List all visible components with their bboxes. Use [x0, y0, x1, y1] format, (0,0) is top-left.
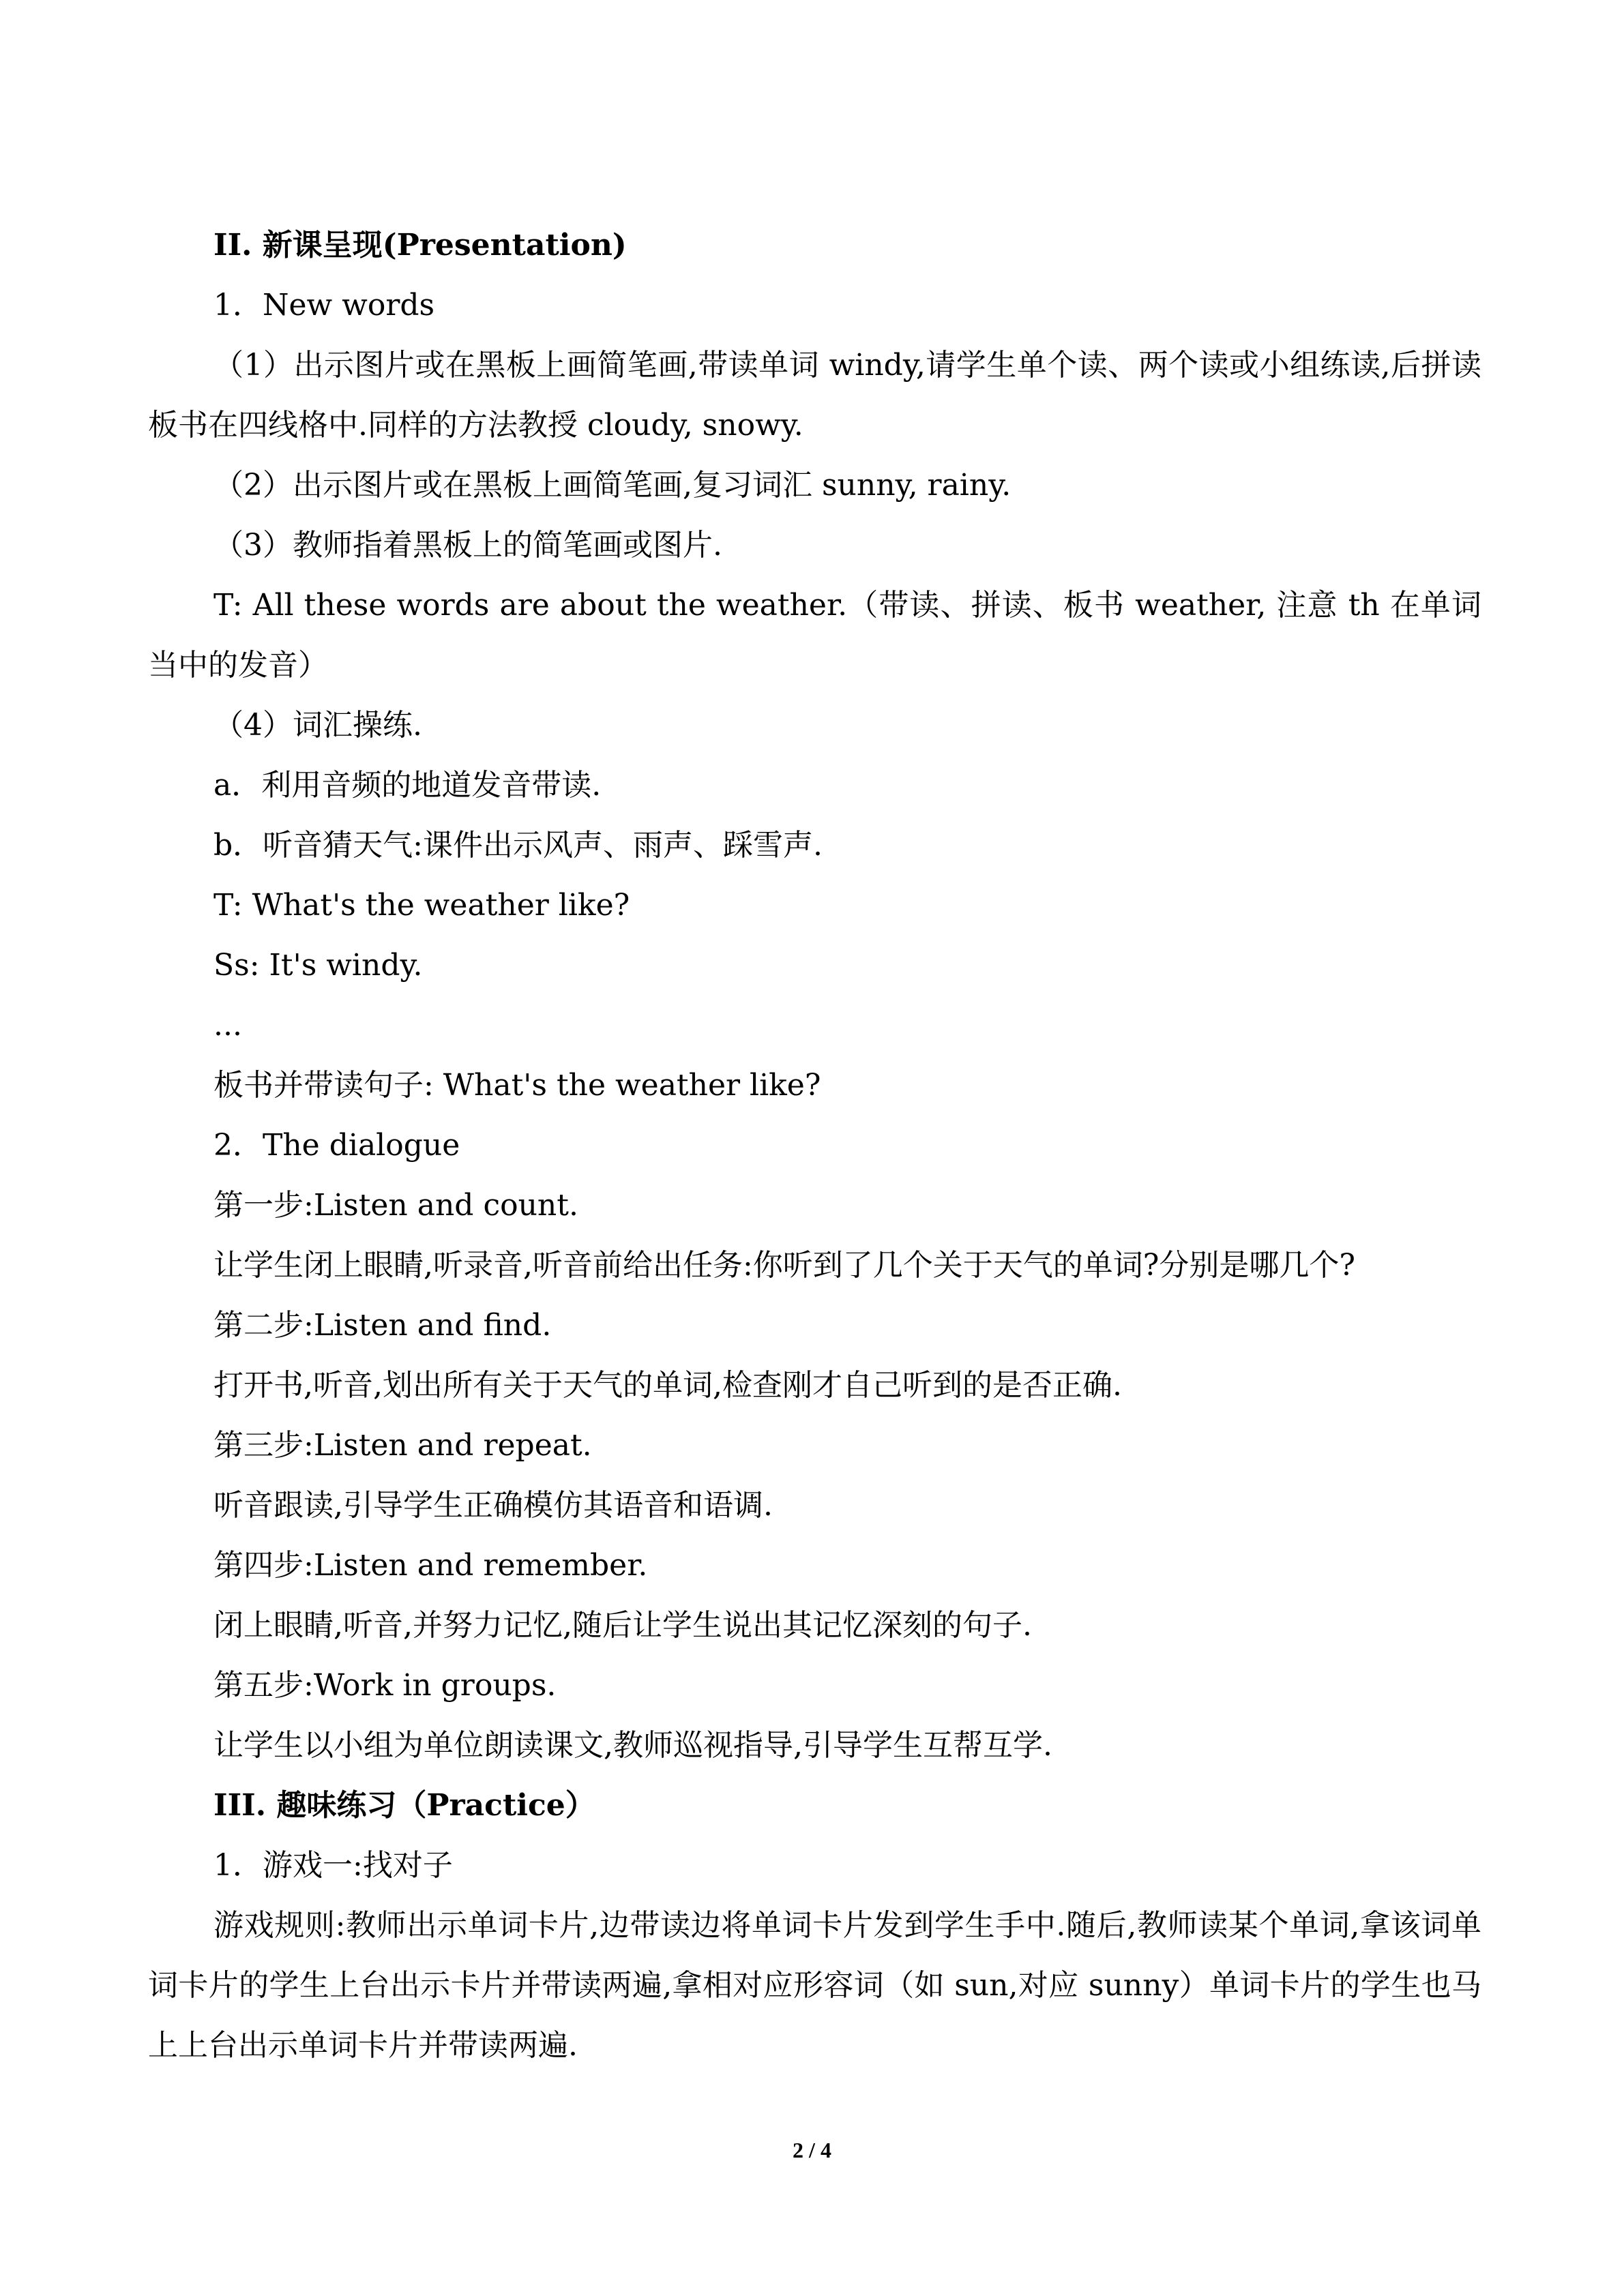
paragraph-step-2: （2）出示图片或在黑板上画简笔画,复习词汇 sunny, rainy.: [213, 468, 1012, 503]
board-sentence-line: 板书并带读句子: What's the weather like?: [213, 1068, 821, 1103]
paragraph-step-3: （3）教师指着黑板上的简笔画或图片.: [213, 528, 722, 563]
list-item-a: a．利用音频的地道发音带读.: [213, 768, 602, 803]
paragraph-step-1: （1）出示图片或在黑板上画简笔画,带读单词 windy,请学生单个读、两个读或小组练读,后拼读板书在四线格中.同样的方法教授 cloudy, snowy.: [148, 348, 1481, 443]
dialogue-step-5-title: 第五步:Work in groups.: [213, 1668, 557, 1703]
subheading-new-words: 1．New words: [213, 288, 435, 323]
dialogue-step-1-title: 第一步:Listen and count.: [213, 1188, 578, 1223]
dialogue-step-2-title: 第二步:Listen and find.: [213, 1308, 552, 1343]
dialogue-step-5-desc: 让学生以小组为单位朗读课文,教师巡视指导,引导学生互帮互学.: [213, 1728, 1052, 1763]
dialogue-step-4-title: 第四步:Listen and remember.: [213, 1548, 648, 1583]
document-body: [148, 215, 1481, 2076]
dialogue-step-1-desc: 让学生闭上眼睛,听录音,听音前给出任务:你听到了几个关于天气的单词?分别是哪几个?: [213, 1248, 1355, 1283]
section-heading-practice: III. 趣味练习（Practice）: [213, 1788, 595, 1823]
subheading-dialogue: 2．The dialogue: [213, 1128, 460, 1163]
list-item-b: b．听音猜天气:课件出示风声、雨声、踩雪声.: [213, 828, 823, 863]
dialogue-step-3-desc: 听音跟读,引导学生正确模仿其语音和语调.: [213, 1488, 773, 1523]
dialogue-step-4-desc: 闭上眼睛,听音,并努力记忆,随后让学生说出其记忆深刻的句子.: [213, 1608, 1032, 1643]
page-number: 2 / 4: [793, 2138, 831, 2162]
ellipsis-line: ...: [213, 1008, 242, 1043]
subheading-game-1: 1．游戏一:找对子: [213, 1848, 453, 1883]
dialogue-students-line: Ss: It's windy.: [213, 948, 423, 983]
section-heading-presentation: II. 新课呈现(Presentation): [213, 228, 627, 263]
paragraph-step-4: （4）词汇操练.: [213, 708, 422, 743]
dialogue-step-2-desc: 打开书,听音,划出所有关于天气的单词,检查刚才自己听到的是否正确.: [213, 1368, 1122, 1403]
dialogue-teacher-line: T: What's the weather like?: [213, 888, 630, 923]
paragraph-game-rules: 游戏规则:教师出示单词卡片,边带读边将单词卡片发到学生手中.随后,教师读某个单词,拿该词单词卡片的学生上台出示卡片并带读两遍,拿相对应形容词（如 sun,对应 sunny）单词卡片的学生也马上上台出示单词卡片并带读两遍.: [148, 1908, 1481, 2063]
dialogue-step-3-title: 第三步:Listen and repeat.: [213, 1428, 592, 1463]
paragraph-teacher-weather: T: All these words are about the weather.（带读、拼读、板书 weather, 注意 th 在单词当中的发音）: [148, 588, 1481, 683]
